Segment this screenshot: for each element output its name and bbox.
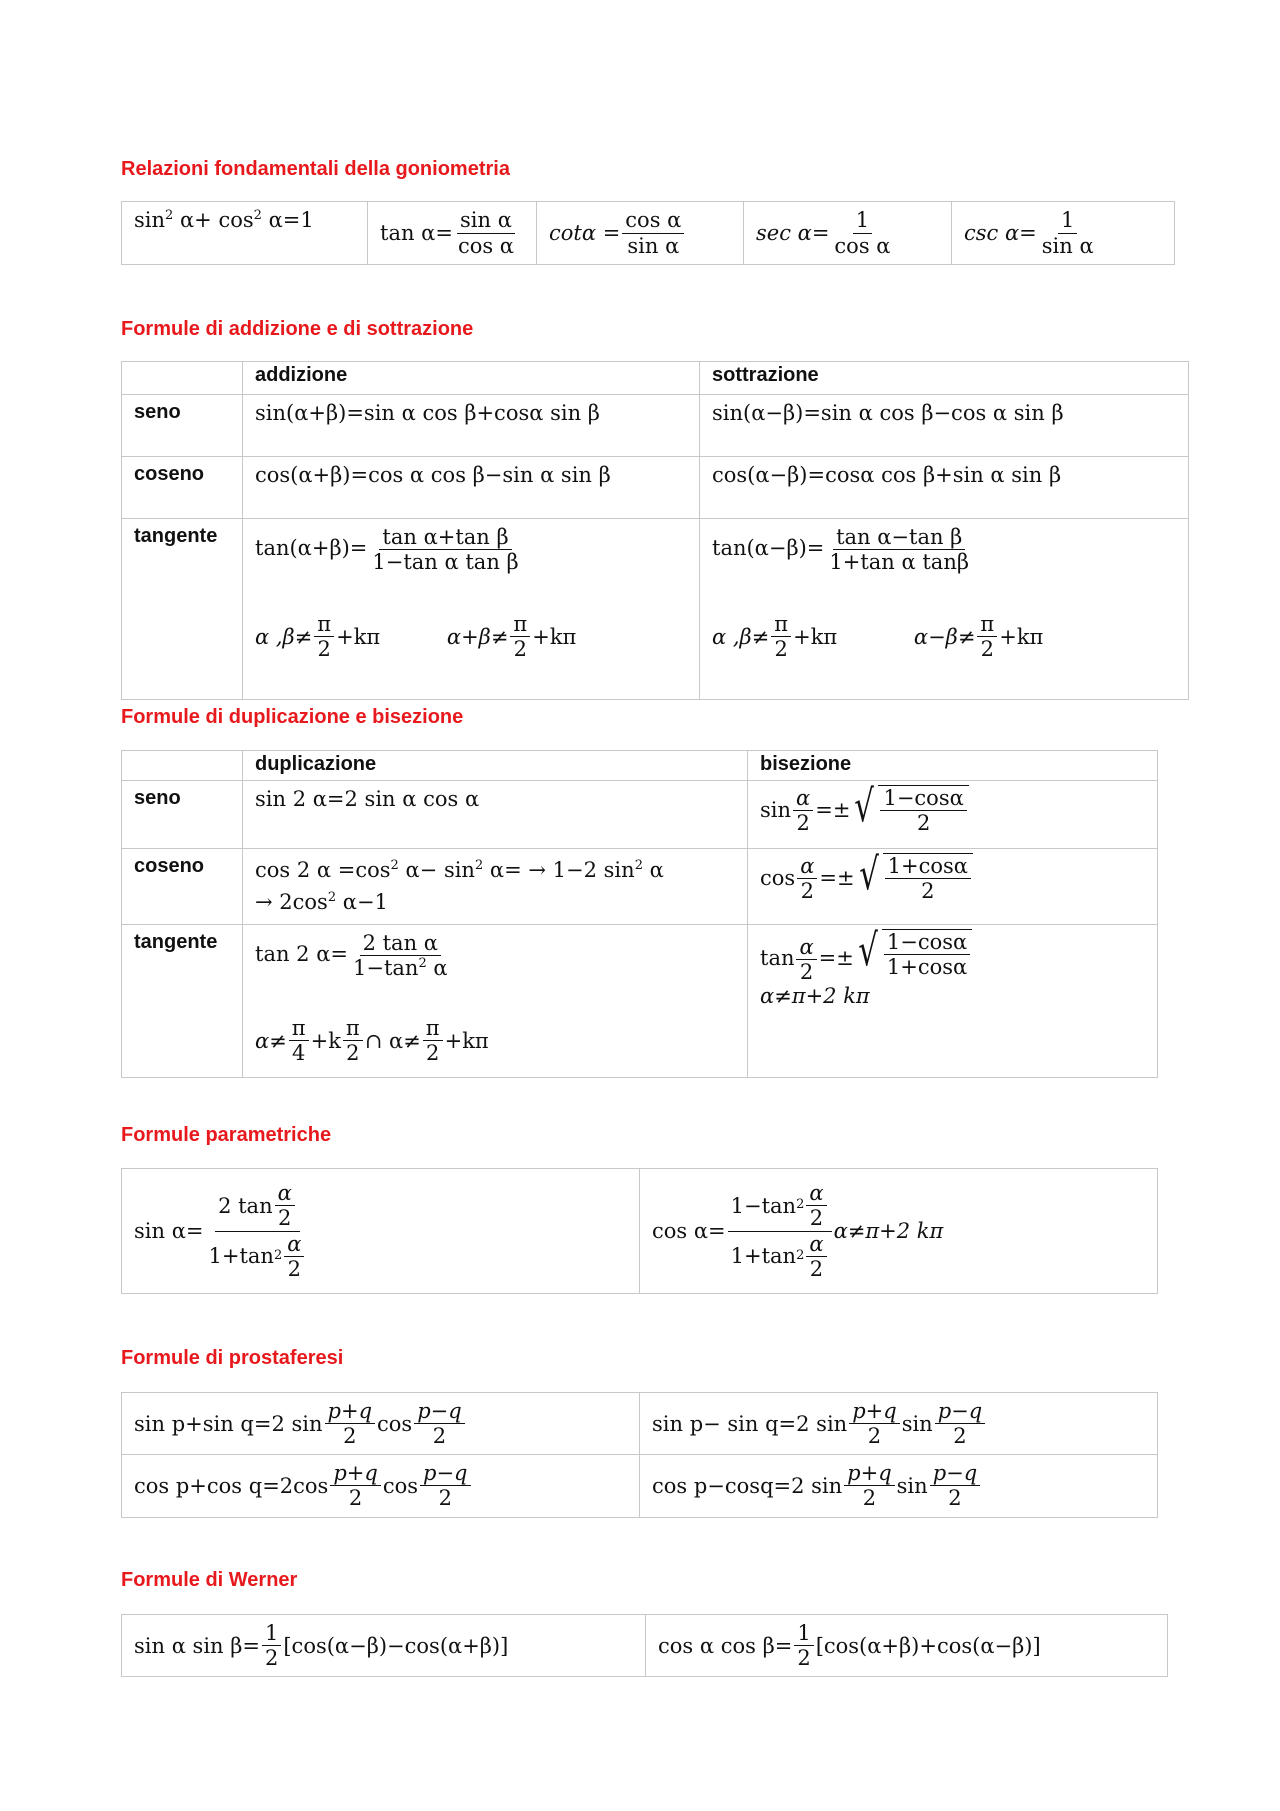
row-label-tangente: tangente	[122, 925, 243, 1078]
pythagorean-identity: $\sin^2 \alpha+ \cos^2 \alpha=1$	[122, 202, 368, 265]
row-label-tangente: tangente	[122, 519, 243, 700]
formula-prostaferesi-cos-sum: cos p+cos q=2cos p+q 2 cos p−q 2	[122, 1455, 640, 1517]
formula-seno-addizione: sin(α+β)=sin α cos β+cosα sin β	[243, 395, 700, 457]
sec-definition: sec α= $\frac{1}{\text{cos α}}$	[744, 202, 952, 265]
row-label-seno: seno	[122, 781, 243, 849]
formula-parametrica-coseno: cos α= 1−tan 2 α 2 1+tan 2 α 2 α≠π+2 kπ	[640, 1169, 1158, 1294]
formula-coseno-addizione: cos(α+β)=cos α cos β−sin α sin β	[243, 457, 700, 519]
formula-tangente-bisezione: tan $\frac{\alpha}{2}$ =± √ 1−cosα 1+cosα α≠π+2 kπ	[748, 925, 1158, 1078]
section-title-duplicazione: Formule di duplicazione e bisezione	[121, 706, 464, 728]
row-label-coseno: coseno	[122, 457, 243, 519]
table-duplicazione	[121, 750, 1158, 1078]
formula-parametrica-seno: sin α= 2 tan α 2 1+tan 2 α 2	[122, 1169, 640, 1294]
formula-prostaferesi-sin-diff: sin p− sin q=2 sin p+q 2 sin p−q 2	[640, 1393, 1158, 1455]
row-label-seno: seno	[122, 395, 243, 457]
formula-prostaferesi-cos-diff: cos p−cosq=2 sin p+q 2 sin p−q 2	[640, 1455, 1158, 1517]
formula-werner-sin-sin: sin α sin β= $\frac{1}{2}$ [cos(α−β)−cos(α+β)]	[122, 1615, 646, 1677]
table-addizione	[121, 361, 1189, 700]
cot-definition: cotα = $\frac{\text{cos α}}{\text{sin α}}$	[537, 202, 744, 265]
table-parametriche	[121, 1168, 1158, 1294]
table-werner	[121, 1614, 1168, 1677]
section-title-fondamentali: Relazioni fondamentali della goniometria	[121, 158, 510, 180]
formula-tangente-addizione: tan(α+β)= $\frac{\text{tan α+tan β}}{\text{1−tan α tan β}}$ α ,β≠ π 2 +kπ α+β≠ π 2 +kπ	[243, 519, 700, 700]
col-header-addizione: addizione	[243, 362, 700, 395]
col-header-sottrazione: sottrazione	[700, 362, 1189, 395]
tan-definition: tan α= $\frac{\text{sin α}}{\text{cos α}}$	[368, 202, 537, 265]
formula-tangente-duplicazione: tan 2 α= $\frac{\text{2 tan α}}{1-\tan^2 \alpha}$ α≠ π 4 +k π 2 ∩ α≠ π 2 +kπ	[243, 925, 748, 1078]
formula-seno-duplicazione: sin 2 α=2 sin α cos α	[243, 781, 748, 849]
formula-seno-sottrazione: sin(α−β)=sin α cos β−cos α sin β	[700, 395, 1189, 457]
formula-prostaferesi-sin-sum: sin p+sin q=2 sin p+q 2 cos p−q 2	[122, 1393, 640, 1455]
table-fondamentali	[121, 201, 1175, 265]
col-header-bisezione: bisezione	[748, 751, 1158, 781]
formula-coseno-bisezione: cos $\frac{\alpha}{2}$ =± √ 1+cosα 2	[748, 849, 1158, 925]
csc-definition: csc α= $\frac{1}{\text{sin α}}$	[952, 202, 1175, 265]
formula-coseno-sottrazione: cos(α−β)=cosα cos β+sin α sin β	[700, 457, 1189, 519]
formula-coseno-duplicazione: cos 2 $\alpha =\cos^2$ $\alpha- \sin^2 \alpha= \to 1-2$ $\sin^2 \alpha$ → $2\cos^2$ α−1	[243, 849, 748, 925]
formula-tangente-sottrazione: tan(α−β)= $\frac{\text{tan α−tan β}}{\text{1+tan α tanβ}}$ α ,β≠ π 2 +kπ α−β≠ π 2 +kπ	[700, 519, 1189, 700]
table-prostaferesi	[121, 1392, 1158, 1518]
section-title-parametriche: Formule parametriche	[121, 1124, 332, 1146]
section-title-addizione: Formule di addizione e di sottrazione	[121, 318, 474, 340]
row-label-coseno: coseno	[122, 849, 243, 925]
formula-werner-cos-cos: cos α cos β= $\frac{1}{2}$ [cos(α+β)+cos(α−β)]	[646, 1615, 1168, 1677]
formula-seno-bisezione: sin $\frac{\alpha}{2}$ =± √ 1−cosα 2	[748, 781, 1158, 849]
col-header-duplicazione: duplicazione	[243, 751, 748, 781]
section-title-prostaferesi: Formule di prostaferesi	[121, 1347, 344, 1369]
section-title-werner: Formule di Werner	[121, 1569, 298, 1591]
